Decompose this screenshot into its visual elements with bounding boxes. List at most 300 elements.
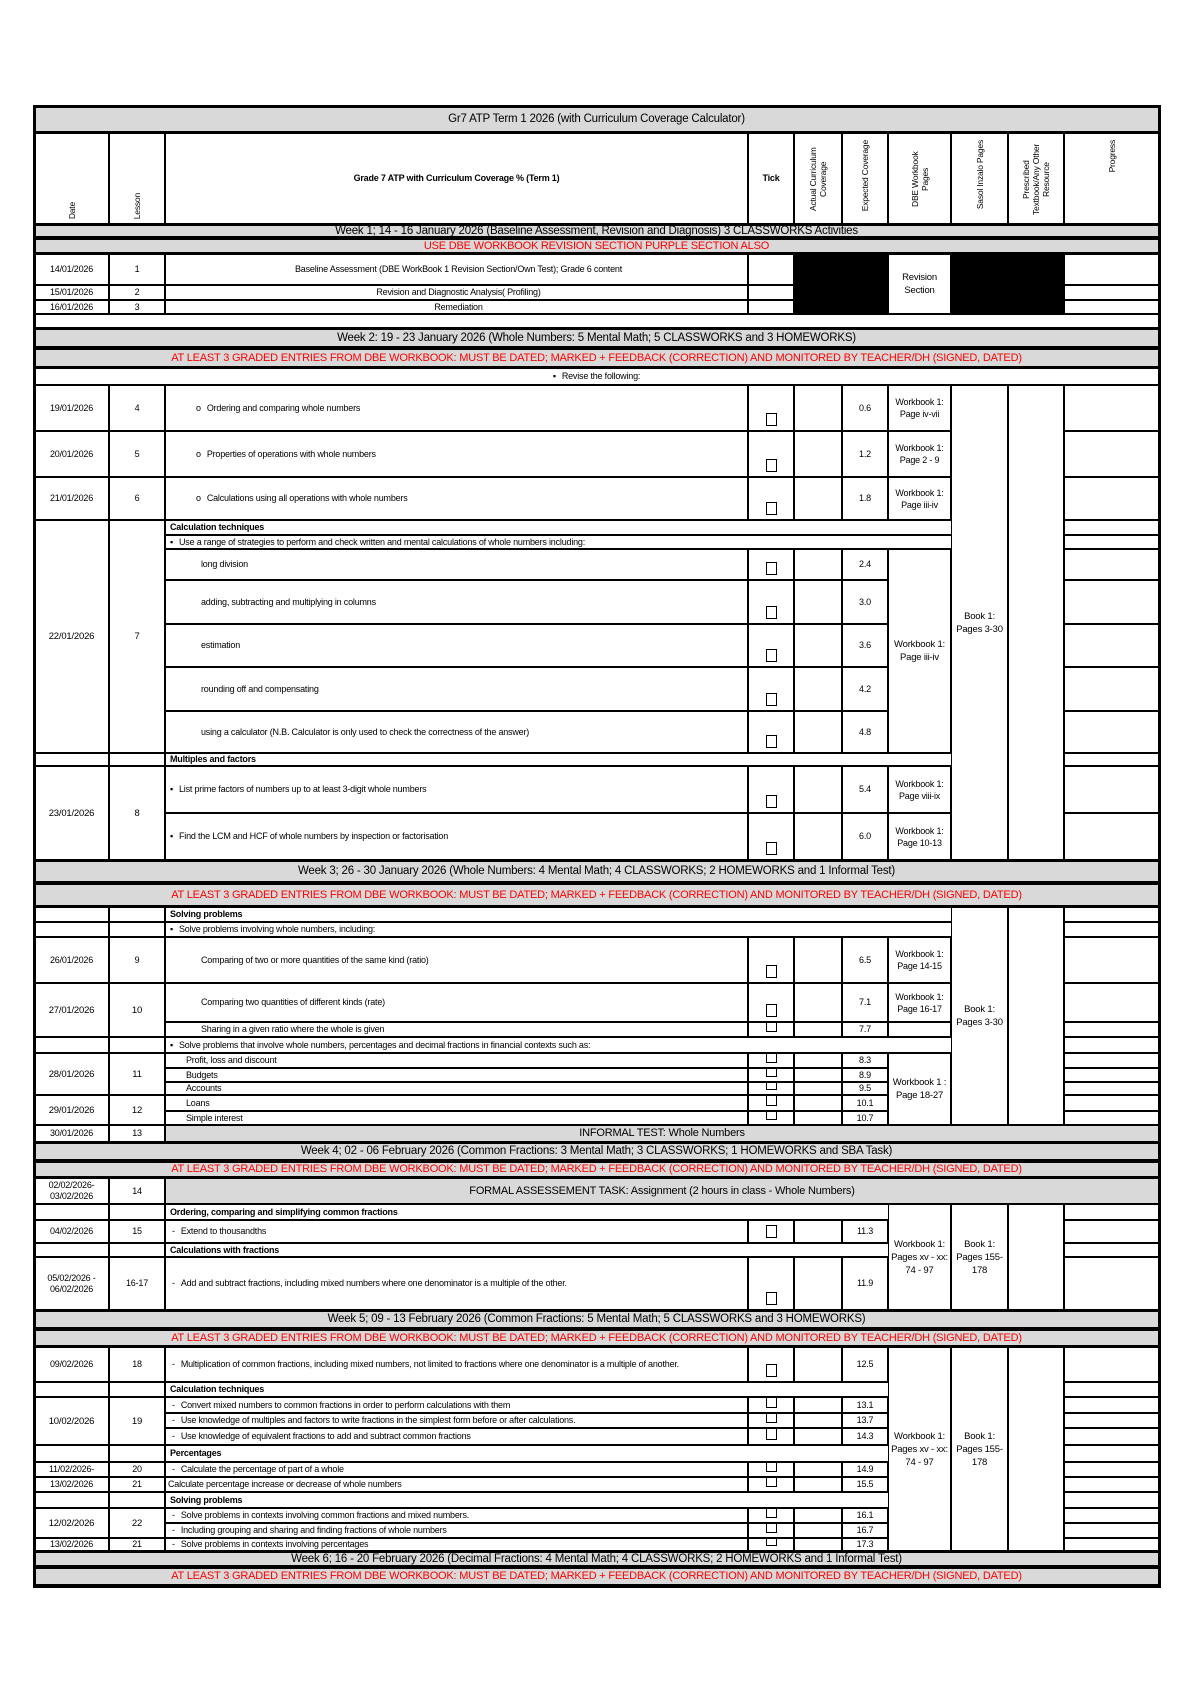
tick-checkbox[interactable] <box>766 1538 777 1546</box>
lesson-content-text: List prime factors of numbers up to at least 3-digit whole numbers <box>179 784 427 794</box>
tick-cell[interactable] <box>748 431 794 477</box>
dbe-pages: Workbook 1: Page 2 - 9 <box>888 431 951 477</box>
lesson-content <box>165 300 748 314</box>
actual-coverage-cell <box>794 766 842 813</box>
tick-cell[interactable] <box>748 254 794 285</box>
expected-coverage: 1.8 <box>842 477 888 520</box>
progress-cell[interactable] <box>1064 477 1159 520</box>
lesson-content-text: Add and subtract fractions, including mixed numbers where one denominator is a multiple of the other. <box>180 1278 567 1288</box>
tick-cell[interactable] <box>748 285 794 300</box>
progress-cell[interactable] <box>1064 1068 1159 1082</box>
expected-coverage: 10.1 <box>842 1095 888 1111</box>
bullet-icon: - <box>172 1399 175 1410</box>
bullet-icon: ▪ <box>170 1039 173 1050</box>
bullet-icon: - <box>172 1415 175 1425</box>
date-cell: 10/02/2026 <box>34 1397 109 1445</box>
tick-checkbox[interactable] <box>766 649 777 662</box>
header-date <box>34 133 109 224</box>
week-band: Week 5; 09 - 13 February 2026 (Common Fractions: 5 Mental Math; 5 CLASSWORKS and 3 HOMEWORKS) <box>34 1310 1159 1329</box>
lesson-content-text: Extend to thousandths <box>180 1226 267 1236</box>
actual-coverage-cell <box>794 983 842 1022</box>
progress-cell[interactable] <box>1064 535 1159 549</box>
tick-checkbox[interactable] <box>766 1292 777 1305</box>
date-cell: 30/01/2026 <box>34 1125 109 1142</box>
tick-checkbox[interactable] <box>766 459 777 472</box>
lesson-content <box>165 1523 748 1538</box>
blacked-out-coverage <box>794 254 888 314</box>
progress-cell[interactable] <box>1064 983 1159 1022</box>
date-cell <box>34 1037 109 1053</box>
bullet-icon: ▪ <box>170 924 173 934</box>
expected-coverage: 16.1 <box>842 1508 888 1523</box>
bullet-icon: - <box>172 1525 175 1535</box>
section-heading <box>165 535 1064 549</box>
lesson-content <box>165 1397 748 1413</box>
lesson-content-text: Use knowledge of equivalent fractions to add and subtract common fractions <box>180 1431 471 1441</box>
blank-row <box>34 314 1159 328</box>
tick-cell[interactable] <box>748 937 794 983</box>
dbe-pages: Workbook 1: Page 16-17 <box>888 983 951 1022</box>
tick-cell[interactable] <box>748 300 794 314</box>
lesson-content <box>165 1428 748 1445</box>
tick-cell[interactable] <box>748 711 794 753</box>
lesson-number: 12 <box>109 1095 165 1125</box>
date-cell: 02/02/2026- 03/02/2026 <box>34 1178 109 1204</box>
lesson-content <box>165 285 748 300</box>
date-cell <box>34 922 109 937</box>
date-cell: 27/01/2026 <box>34 983 109 1037</box>
actual-coverage-cell <box>794 1413 842 1428</box>
actual-coverage-cell <box>794 1068 842 1082</box>
dbe-pages: Workbook 1: Page iii-iv <box>888 477 951 520</box>
tick-checkbox[interactable] <box>766 693 777 706</box>
lesson-cell <box>109 1492 165 1508</box>
sasol-pages: Book 1: Pages 3-30 <box>951 907 1008 1125</box>
lesson-number: 21 <box>109 1538 165 1551</box>
expected-coverage: 4.2 <box>842 667 888 711</box>
date-cell: 13/02/2026 <box>34 1538 109 1551</box>
progress-cell[interactable] <box>1064 1428 1159 1445</box>
lesson-content-text: using a calculator (N.B. Calculator is only used to check the correctness of the answer) <box>201 726 530 737</box>
lesson-content-text: Properties of operations with whole numbers <box>206 448 376 459</box>
tick-checkbox[interactable] <box>766 1462 777 1472</box>
lesson-number: 10 <box>109 983 165 1037</box>
actual-coverage-cell <box>794 549 842 580</box>
prescribed-cell <box>1008 385 1064 860</box>
bullet-icon: - <box>172 1431 175 1441</box>
lesson-cell <box>109 1243 165 1257</box>
lesson-content <box>165 1538 748 1551</box>
lesson-number: 21 <box>109 1477 165 1492</box>
progress-cell[interactable] <box>1064 1053 1159 1068</box>
progress-cell[interactable] <box>1064 766 1159 813</box>
progress-cell[interactable] <box>1064 1095 1159 1111</box>
date-cell: 23/01/2026 <box>34 766 109 860</box>
actual-coverage-cell <box>794 1462 842 1477</box>
lesson-cell <box>109 1382 165 1397</box>
lesson-content-text: Baseline Assessment (DBE WorkBook 1 Revision Section/Own Test); Grade 6 content <box>294 264 623 274</box>
lesson-number: 13 <box>109 1125 165 1142</box>
progress-cell[interactable] <box>1064 1445 1159 1462</box>
progress-cell[interactable] <box>1064 1022 1159 1037</box>
lesson-content <box>165 549 748 580</box>
tick-cell[interactable] <box>748 624 794 667</box>
tick-checkbox[interactable] <box>766 1364 777 1377</box>
dbe-pages: Workbook 1: Pages xv - xx: 74 - 97 <box>888 1347 951 1551</box>
tick-cell[interactable] <box>748 1111 794 1125</box>
tick-cell[interactable] <box>748 1095 794 1111</box>
tick-checkbox[interactable] <box>766 1397 777 1408</box>
header-date-label: Date <box>66 201 77 219</box>
progress-cell[interactable] <box>1064 1382 1159 1397</box>
lesson-number: 9 <box>109 937 165 983</box>
date-cell: 26/01/2026 <box>34 937 109 983</box>
actual-coverage-cell <box>794 1053 842 1068</box>
week-band: AT LEAST 3 GRADED ENTRIES FROM DBE WORKBOOK: MUST BE DATED; MARKED + FEEDBACK (CORRECTION) AND MONITORED BY TEACHER/DH (SIGNED, DATED) <box>34 1161 1159 1178</box>
tick-checkbox[interactable] <box>766 1082 777 1090</box>
lesson-content-text: adding, subtracting and multiplying in columns <box>201 596 376 607</box>
lesson-number: 8 <box>109 766 165 860</box>
tick-checkbox[interactable] <box>766 606 777 619</box>
tick-checkbox[interactable] <box>766 502 777 515</box>
week-band: Week 4; 02 - 06 February 2026 (Common Fractions: 3 Mental Math; 3 CLASSWORKS; 1 HOMEWORKS and SBA Task) <box>34 1142 1159 1161</box>
actual-coverage-cell <box>794 1347 842 1382</box>
lesson-content-text: Profit, loss and discount <box>186 1055 277 1065</box>
dbe-pages: Workbook 1: Page viii-ix <box>888 766 951 813</box>
progress-cell[interactable] <box>1064 1397 1159 1413</box>
sheet-title: Gr7 ATP Term 1 2026 (with Curriculum Coverage Calculator) <box>34 106 1159 133</box>
tick-cell[interactable] <box>748 766 794 813</box>
date-cell: 22/01/2026 <box>34 520 109 753</box>
prescribed-cell <box>1008 1347 1064 1551</box>
lesson-content-text: Solve problems in contexts involving percentages <box>180 1539 369 1549</box>
expected-coverage: 13.7 <box>842 1413 888 1428</box>
actual-coverage-cell <box>794 1095 842 1111</box>
tick-checkbox[interactable] <box>766 1523 777 1533</box>
date-cell <box>34 1204 109 1220</box>
section-heading-text: Calculations with fractions <box>170 1244 280 1255</box>
progress-cell[interactable] <box>1064 813 1159 860</box>
tick-checkbox[interactable] <box>766 1068 777 1077</box>
progress-cell[interactable] <box>1064 285 1159 300</box>
expected-coverage: 6.0 <box>842 813 888 860</box>
progress-cell[interactable] <box>1064 520 1159 535</box>
header-expected-label: Expected Coverage <box>860 140 870 212</box>
lesson-content <box>165 1053 748 1068</box>
date-cell: 04/02/2026 <box>34 1220 109 1243</box>
lesson-content <box>165 1022 748 1037</box>
lesson-number: 2 <box>109 285 165 300</box>
lesson-content <box>165 1413 748 1428</box>
date-cell: 28/01/2026 <box>34 1053 109 1095</box>
bullet-icon: - <box>172 1464 175 1474</box>
date-cell: 19/01/2026 <box>34 385 109 431</box>
actual-coverage-cell <box>794 1397 842 1413</box>
tick-checkbox[interactable] <box>766 735 777 748</box>
lesson-content <box>165 254 748 285</box>
date-cell <box>34 907 109 922</box>
lesson-number: 1 <box>109 254 165 285</box>
expected-coverage: 0.6 <box>842 385 888 431</box>
expected-coverage: 3.6 <box>842 624 888 667</box>
lesson-content-text: Comparing of two or more quantities of the same kind (ratio) <box>201 954 429 965</box>
tick-checkbox[interactable] <box>766 1111 777 1120</box>
lesson-content-text: Convert mixed numbers to common fractions in order to perform calculations with them <box>180 1399 511 1410</box>
progress-cell[interactable] <box>1064 907 1159 922</box>
lesson-content-text: Including grouping and sharing and finding fractions of whole numbers <box>180 1525 447 1535</box>
progress-cell[interactable] <box>1064 1508 1159 1523</box>
date-cell <box>34 1382 109 1397</box>
lesson-content <box>165 385 748 431</box>
prescribed-cell <box>1008 907 1064 1125</box>
progress-cell[interactable] <box>1064 549 1159 580</box>
expected-coverage: 1.2 <box>842 431 888 477</box>
date-cell: 05/02/2026 - 06/02/2026 <box>34 1257 109 1310</box>
lesson-content <box>165 1095 748 1111</box>
bullet-icon: ▪ <box>552 371 556 381</box>
tick-cell[interactable] <box>748 477 794 520</box>
date-cell <box>34 1492 109 1508</box>
progress-cell[interactable] <box>1064 1462 1159 1477</box>
lesson-number: 5 <box>109 431 165 477</box>
lesson-number: 22 <box>109 1508 165 1538</box>
expected-coverage: 16.7 <box>842 1523 888 1538</box>
tick-checkbox[interactable] <box>766 1428 777 1440</box>
progress-cell[interactable] <box>1064 1220 1159 1243</box>
dbe-pages: Workbook 1 : Page 18-27 <box>888 1053 951 1125</box>
lesson-content-text: Calculate the percentage of part of a whole <box>180 1464 344 1474</box>
actual-coverage-cell <box>794 1022 842 1037</box>
bullet-icon: - <box>172 1226 175 1236</box>
tick-cell[interactable] <box>748 1220 794 1243</box>
progress-cell[interactable] <box>1064 385 1159 431</box>
progress-cell[interactable] <box>1064 300 1159 314</box>
progress-cell[interactable] <box>1064 1082 1159 1095</box>
lesson-number: 11 <box>109 1053 165 1095</box>
progress-cell[interactable] <box>1064 254 1159 285</box>
tick-checkbox[interactable] <box>766 965 777 978</box>
sasol-pages: Book 1: Pages 3-30 <box>951 385 1008 860</box>
lesson-content <box>165 1068 748 1082</box>
progress-cell[interactable] <box>1064 711 1159 753</box>
lesson-content-text: Solve problems in contexts involving common fractions and mixed numbers. <box>180 1510 470 1520</box>
date-cell: 21/01/2026 <box>34 477 109 520</box>
lesson-content <box>165 983 748 1022</box>
bullet-icon: - <box>172 1359 175 1369</box>
section-heading-text: Calculation techniques <box>170 1384 265 1394</box>
tick-checkbox[interactable] <box>766 1004 777 1017</box>
progress-cell[interactable] <box>1064 1111 1159 1125</box>
progress-cell[interactable] <box>1064 1257 1159 1310</box>
expected-coverage: 8.3 <box>842 1053 888 1068</box>
progress-cell[interactable] <box>1064 937 1159 983</box>
lesson-cell <box>109 1204 165 1220</box>
tick-cell[interactable] <box>748 1538 794 1551</box>
tick-cell[interactable] <box>748 1082 794 1095</box>
lesson-content <box>165 937 748 983</box>
tick-checkbox[interactable] <box>766 1095 777 1106</box>
tick-cell[interactable] <box>748 1347 794 1382</box>
section-heading-text: Multiples and factors <box>170 754 256 764</box>
lesson-content-text: Calculate percentage increase or decrease of whole numbers <box>168 1479 402 1489</box>
tick-checkbox[interactable] <box>766 1413 777 1423</box>
bullet-icon: - <box>172 1510 175 1520</box>
week-band: Week 3; 26 - 30 January 2026 (Whole Numbers: 4 Mental Math; 4 CLASSWORKS; 2 HOMEWORKS and 1 Informal Test) <box>34 860 1159 883</box>
section-heading-text: Use a range of strategies to perform and check written and mental calculations of whole numbers including: <box>179 536 586 547</box>
lesson-content-text: long division <box>201 559 248 569</box>
lesson-content <box>165 580 748 624</box>
tick-cell[interactable] <box>748 983 794 1022</box>
tick-cell[interactable] <box>748 1428 794 1445</box>
date-cell: 16/01/2026 <box>34 300 109 314</box>
actual-coverage-cell <box>794 1508 842 1523</box>
progress-cell[interactable] <box>1064 1413 1159 1428</box>
header-sasol-label: Sasol Inzalo Pages <box>974 140 985 210</box>
expected-coverage: 3.0 <box>842 580 888 624</box>
week-band: Week 1; 14 - 16 January 2026 (Baseline Assessment, Revision and Diagnosis) 3 CLASSWORKS Activities <box>34 224 1159 238</box>
lesson-number: 14 <box>109 1178 165 1204</box>
progress-cell[interactable] <box>1064 1204 1159 1220</box>
actual-coverage-cell <box>794 431 842 477</box>
tick-checkbox[interactable] <box>766 1053 777 1063</box>
lesson-number: 6 <box>109 477 165 520</box>
lesson-content <box>165 1111 748 1125</box>
tick-cell[interactable] <box>748 1397 794 1413</box>
lesson-content-text: estimation <box>201 640 241 650</box>
bullet-icon: o <box>196 402 201 413</box>
lesson-number: 19 <box>109 1397 165 1445</box>
tick-cell[interactable] <box>748 1477 794 1492</box>
progress-cell[interactable] <box>1064 1347 1159 1382</box>
tick-checkbox[interactable] <box>766 1022 777 1032</box>
date-cell: 09/02/2026 <box>34 1347 109 1382</box>
lesson-content-text: Multiplication of common fractions, including mixed numbers, not limited to fractions where one denominator is a multiple of another. <box>180 1359 679 1369</box>
dbe-pages: Workbook 1: Page 14-15 <box>888 937 951 983</box>
dbe-pages: Workbook 1: Pages xv - xx: 74 - 97 <box>888 1204 951 1310</box>
actual-coverage-cell <box>794 624 842 667</box>
progress-cell[interactable] <box>1064 922 1159 937</box>
progress-cell[interactable] <box>1064 1037 1159 1053</box>
tick-checkbox[interactable] <box>766 413 777 426</box>
date-cell: 13/02/2026 <box>34 1477 109 1492</box>
week-band: Week 2: 19 - 23 January 2026 (Whole Numbers: 5 Mental Math; 5 CLASSWORKS and 3 HOMEWORKS) <box>34 328 1159 348</box>
bullet-icon: ▪ <box>170 831 173 841</box>
tick-cell[interactable] <box>748 549 794 580</box>
actual-coverage-cell <box>794 667 842 711</box>
date-cell: 29/01/2026 <box>34 1095 109 1125</box>
date-cell: 11/02/2026- <box>34 1462 109 1477</box>
tick-checkbox[interactable] <box>766 1225 777 1238</box>
section-heading <box>165 922 1064 937</box>
lesson-number: 4 <box>109 385 165 431</box>
lesson-content <box>165 1082 748 1095</box>
progress-cell[interactable] <box>1064 1477 1159 1492</box>
section-heading-text: Solve problems involving whole numbers, including: <box>179 924 376 934</box>
header-actual-label: Actual Curriculum Coverage <box>808 147 828 212</box>
date-cell <box>34 1243 109 1257</box>
tick-cell[interactable] <box>748 1508 794 1523</box>
header-dbe <box>888 133 951 224</box>
lesson-content-text: Calculations using all operations with whole numbers <box>206 493 408 503</box>
lesson-number: 16-17 <box>109 1257 165 1310</box>
progress-cell[interactable] <box>1064 624 1159 667</box>
actual-coverage-cell <box>794 1523 842 1538</box>
lesson-content <box>165 1220 748 1243</box>
tick-cell[interactable] <box>748 667 794 711</box>
expected-coverage: 4.8 <box>842 711 888 753</box>
tick-cell[interactable] <box>748 1462 794 1477</box>
tick-cell[interactable] <box>748 580 794 624</box>
tick-checkbox[interactable] <box>766 842 777 855</box>
header-prescribed <box>1008 133 1064 224</box>
lesson-number: 15 <box>109 1220 165 1243</box>
lesson-number: 20 <box>109 1462 165 1477</box>
lesson-content <box>165 813 748 860</box>
tick-checkbox[interactable] <box>766 795 777 808</box>
progress-cell[interactable] <box>1064 753 1159 766</box>
dbe-pages <box>888 1022 951 1037</box>
header-progress <box>1064 133 1159 224</box>
tick-checkbox[interactable] <box>766 1477 777 1487</box>
lesson-content-text: Remediation <box>434 301 483 312</box>
tick-cell[interactable] <box>748 1523 794 1538</box>
tick-cell[interactable] <box>748 1413 794 1428</box>
progress-cell[interactable] <box>1064 580 1159 624</box>
tick-cell[interactable] <box>748 385 794 431</box>
tick-cell[interactable] <box>748 1022 794 1037</box>
tick-cell[interactable] <box>748 813 794 860</box>
tick-cell[interactable] <box>748 1053 794 1068</box>
week-band: AT LEAST 3 GRADED ENTRIES FROM DBE WORKBOOK: MUST BE DATED; MARKED + FEEDBACK (CORRECTION) AND MONITORED BY TEACHER/DH (SIGNED, DATED) <box>34 1329 1159 1347</box>
progress-cell[interactable] <box>1064 1243 1159 1257</box>
bullet-icon: - <box>172 1539 175 1549</box>
progress-cell[interactable] <box>1064 1523 1159 1538</box>
revise-label: Revise the following: <box>561 371 641 381</box>
progress-cell[interactable] <box>1064 431 1159 477</box>
actual-coverage-cell <box>794 1257 842 1310</box>
actual-coverage-cell <box>794 937 842 983</box>
lesson-content <box>165 477 748 520</box>
lesson-content <box>165 1347 748 1382</box>
lesson-cell <box>109 1445 165 1462</box>
bullet-icon: ▪ <box>170 784 173 794</box>
bullet-icon: ▪ <box>170 536 173 547</box>
lesson-number: 3 <box>109 300 165 314</box>
tick-checkbox[interactable] <box>766 1508 777 1518</box>
actual-coverage-cell <box>794 385 842 431</box>
dbe-pages: Workbook 1: Page 10-13 <box>888 813 951 860</box>
assessment-band: FORMAL ASSESSEMENT TASK: Assignment (2 hours in class - Whole Numbers) <box>165 1178 1159 1204</box>
progress-cell[interactable] <box>1064 1538 1159 1551</box>
lesson-content <box>165 766 748 813</box>
bullet-icon: o <box>196 448 201 459</box>
lesson-content-text: rounding off and compensating <box>201 683 319 694</box>
expected-coverage: 7.7 <box>842 1022 888 1037</box>
tick-cell[interactable] <box>748 1068 794 1082</box>
tick-checkbox[interactable] <box>766 562 777 575</box>
actual-coverage-cell <box>794 1082 842 1095</box>
lesson-content-text: Use knowledge of multiples and factors to write fractions in the simplest form before or after calculations. <box>180 1415 576 1425</box>
lesson-content-text: Loans <box>186 1097 210 1108</box>
actual-coverage-cell <box>794 477 842 520</box>
progress-cell[interactable] <box>1064 667 1159 711</box>
header-actual <box>794 133 842 224</box>
date-cell: 14/01/2026 <box>34 254 109 285</box>
lesson-content-text: Accounts <box>186 1083 222 1093</box>
lesson-content <box>165 711 748 753</box>
progress-cell[interactable] <box>1064 1492 1159 1508</box>
tick-cell[interactable] <box>748 1257 794 1310</box>
